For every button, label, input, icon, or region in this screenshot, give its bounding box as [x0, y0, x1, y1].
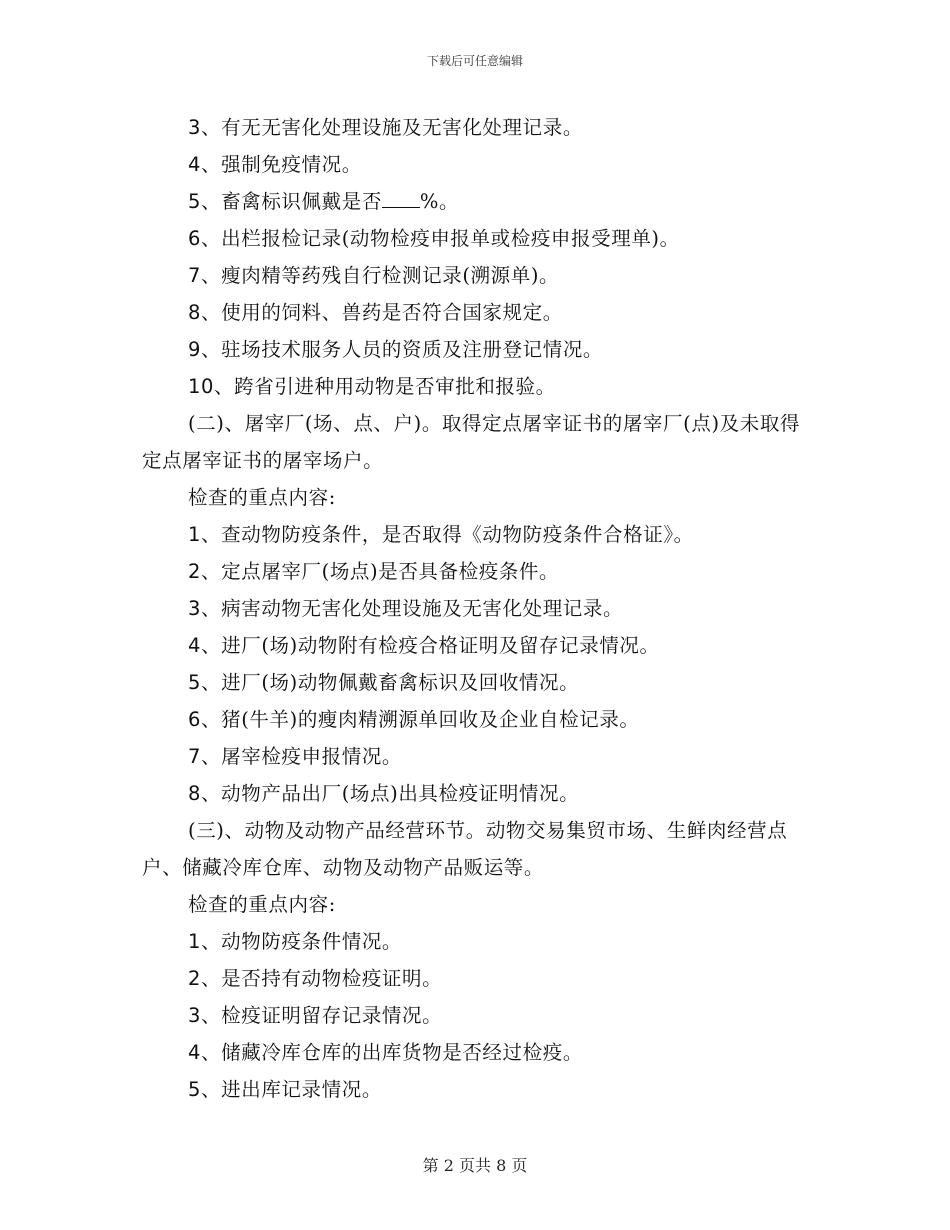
item-number: 7 — [188, 745, 202, 768]
list-item — [142, 1034, 802, 1071]
item-number: 9 — [188, 338, 202, 361]
item-text: 、查动物防疫条件，是否取得《动物防疫条件合格证》。 — [201, 523, 694, 546]
item-text: 、出栏报检记录(动物检疫申报单或检疫申报受理单)。 — [201, 227, 680, 250]
item-text: 、猪(牛羊)的瘦肉精溯源单回收及企业自检记录。 — [201, 708, 640, 731]
item-text: 、进出库记录情况。 — [201, 1078, 382, 1101]
section-intro: (三)、动物及动物产品经营环节。动物交易集贸市场、生鲜肉经营点户、储藏冷库仓库、动物及动物产品贩运等。 — [142, 819, 788, 879]
item-number: 5 — [188, 1078, 202, 1101]
list-item — [142, 553, 802, 590]
fill-in-blank — [382, 189, 420, 208]
item-text: 、检疫证明留存记录情况。 — [201, 1004, 443, 1027]
page-header: 下载后可任意编辑 — [426, 54, 523, 68]
item-text: 、动物产品出厂(场点)出具检疫证明情况。 — [201, 782, 580, 805]
item-number: 2 — [188, 967, 202, 990]
item-number: 7 — [188, 264, 202, 287]
item-text: 、是否持有动物检疫证明。 — [201, 967, 443, 990]
list-item — [142, 294, 802, 331]
list-item — [142, 220, 802, 257]
item-number: 10 — [188, 375, 215, 398]
item-text: 、强制免疫情况。 — [201, 153, 362, 176]
item-text: 、瘦肉精等药残自行检测记录(溯源单)。 — [201, 264, 560, 287]
list-item — [142, 183, 802, 220]
item-text: 、动物防疫条件情况。 — [201, 930, 403, 953]
section-heading: 检查的重点内容: — [188, 486, 336, 509]
item-number: 4 — [188, 1041, 202, 1064]
item-number: 3 — [188, 116, 202, 139]
item-text: 、储藏冷库仓库的出库货物是否经过检疫。 — [201, 1041, 583, 1064]
item-number: 6 — [188, 708, 202, 731]
item-number: 2 — [188, 560, 202, 583]
item-text: 、病害动物无害化处理设施及无害化处理记录。 — [201, 597, 624, 620]
list-item — [142, 146, 802, 183]
item-text: 、定点屠宰厂(场点)是否具备检疫条件。 — [201, 560, 560, 583]
list-item — [142, 664, 802, 701]
list-item — [142, 701, 802, 738]
list-item — [142, 109, 802, 146]
list-item — [142, 960, 802, 997]
list-item — [142, 923, 802, 960]
item-text: 、进厂(场)动物佩戴畜禽标识及回收情况。 — [201, 671, 580, 694]
item-number: 8 — [188, 301, 202, 324]
item-number: 1 — [188, 523, 202, 546]
document-body — [142, 109, 802, 1108]
list-item — [142, 627, 802, 664]
list-item — [142, 368, 802, 405]
item-text: 、驻场技术服务人员的资质及注册登记情况。 — [201, 338, 604, 361]
item-number: 6 — [188, 227, 202, 250]
item-number: 8 — [188, 782, 202, 805]
item-number: 5 — [188, 671, 202, 694]
item-number: 3 — [188, 597, 202, 620]
item-text: 、屠宰检疫申报情况。 — [201, 745, 403, 768]
item-number: 4 — [188, 153, 202, 176]
item-number: 3 — [188, 1004, 202, 1027]
section-intro: (二)、屠宰厂(场、点、户)。取得定点屠宰证书的屠宰厂(点)及未取得定点屠宰证书的屠宰场户。 — [142, 412, 801, 472]
list-item — [142, 516, 802, 553]
list-item — [142, 257, 802, 294]
list-item — [142, 590, 802, 627]
item-text: 、进厂(场)动物附有检疫合格证明及留存记录情况。 — [201, 634, 660, 657]
item-text: 、畜禽标识佩戴是否 — [201, 190, 382, 213]
item-number: 4 — [188, 634, 202, 657]
list-item — [142, 1071, 802, 1108]
item-text: 、跨省引进种用动物是否审批和报验。 — [214, 375, 556, 398]
list-item — [142, 997, 802, 1034]
item-number: 1 — [188, 930, 202, 953]
section-heading: 检查的重点内容: — [188, 893, 336, 916]
list-item — [142, 331, 802, 368]
page-footer: 第 2 页共 8 页 — [422, 1156, 528, 1175]
list-item — [142, 738, 802, 775]
item-text: 、有无无害化处理设施及无害化处理记录。 — [201, 116, 583, 139]
list-item — [142, 775, 802, 812]
item-text-suffix: %。 — [419, 190, 460, 213]
item-text: 、使用的饲料、兽药是否符合国家规定。 — [201, 301, 563, 324]
item-number: 5 — [188, 190, 202, 213]
